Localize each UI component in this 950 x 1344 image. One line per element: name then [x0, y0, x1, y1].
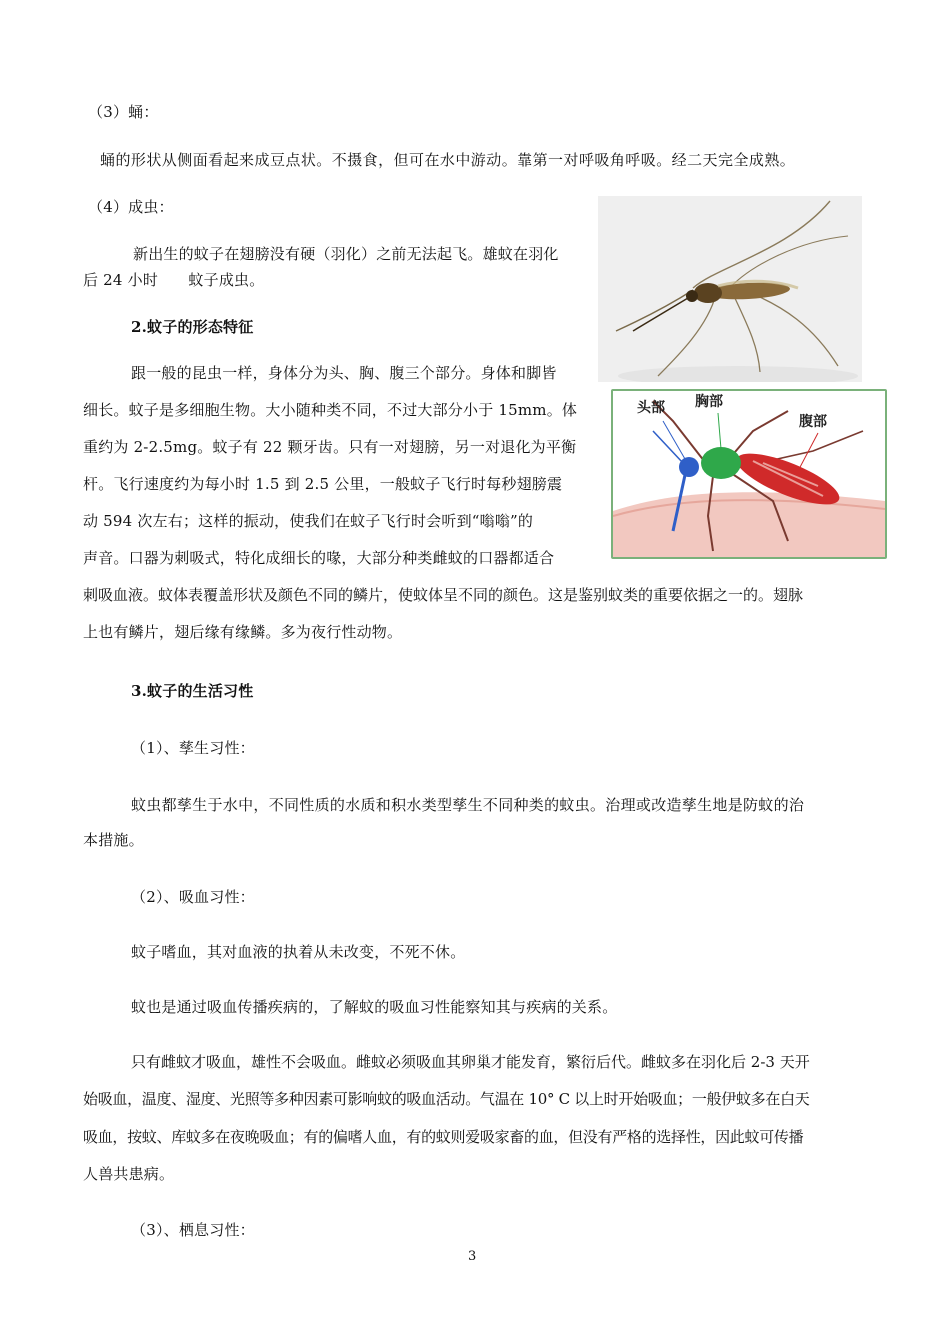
mosquito-photo — [598, 196, 862, 382]
morphology-heading: 2.蚊子的形态特征 — [131, 318, 254, 336]
page-number: 3 — [468, 1249, 477, 1264]
breeding-text-line: 蚊虫都孳生于水中，不同性质的水质和积水类型孳生不同种类的蚊虫。治理或改造孳生地是防蚊的治 — [131, 796, 805, 814]
morphology-line: 杆。飞行速度约为每小时 1.5 到 2.5 公里，一般蚊子飞行时每秒翅膀震 — [83, 475, 563, 493]
blood-paragraph: 蚊子嗜血，其对血液的执着从未改变，不死不休。 — [131, 943, 466, 961]
breeding-text-line: 本措施。 — [83, 831, 144, 849]
morphology-line: 细长。蚊子是多细胞生物。大小随种类不同，不过大部分小于 15mm。体 — [83, 401, 578, 419]
blood-heading: （2）、吸血习性： — [131, 888, 255, 906]
pupa-heading: （3）蛹： — [88, 103, 159, 121]
breeding-heading: （1）、孳生习性： — [131, 739, 255, 757]
morphology-line: 声音。口器为刺吸式，特化成细长的喙，大部分种类雌蚊的口器都适合 — [83, 549, 555, 567]
blood-paragraph-line: 只有雌蚊才吸血，雄性不会吸血。雌蚊必须吸血其卵巢才能发育，繁衍后代。雌蚊多在羽化后 2-3 天开 — [131, 1053, 810, 1071]
mosquito-anatomy-diagram — [611, 389, 887, 559]
resting-heading: （3）、栖息习性： — [131, 1221, 255, 1239]
label-abdomen: 腹部 — [799, 414, 827, 430]
label-head: 头部 — [637, 400, 665, 416]
morphology-line: 重约为 2-2.5mg。蚊子有 22 颗牙齿。只有一对翅膀，另一对退化为平衡 — [83, 438, 577, 456]
blood-paragraph-line: 吸血，按蚊、库蚊多在夜晚吸血；有的偏嗜人血，有的蚊则爱吸家畜的血，但没有严格的选择性，因此蚊可传播 — [83, 1128, 804, 1146]
blood-paragraph-line: 人兽共患病。 — [83, 1165, 175, 1183]
morphology-line: 上也有鳞片，翅后缘有缘鳞。多为夜行性动物。 — [83, 623, 403, 641]
pupa-text: 蛹的形状从侧面看起来成豆点状。不摄食，但可在水中游动。靠第一对呼吸角呼吸。经二天完全成熟。 — [100, 151, 796, 169]
habits-heading: 3.蚊子的生活习性 — [131, 682, 254, 700]
adult-text-line: 新出生的蚊子在翅膀没有硬（羽化）之前无法起飞。雄蚊在羽化 — [133, 245, 559, 263]
blood-paragraph-line: 始吸血，温度、湿度、光照等多种因素可影响蚊的吸血活动。气温在 10° C 以上时开始吸血；一般伊蚊多在白天 — [83, 1090, 810, 1108]
adult-text-line: 后 24 小时 蚊子成虫。 — [83, 271, 265, 289]
morphology-line: 刺吸血液。蚊体表覆盖形状及颜色不同的鳞片，使蚊体呈不同的颜色。这是鉴别蚊类的重要依据之一的。翅脉 — [83, 586, 804, 604]
label-thorax: 胸部 — [695, 394, 723, 410]
morphology-line: 跟一般的昆虫一样，身体分为头、胸、腹三个部分。身体和脚皆 — [131, 364, 557, 382]
morphology-line: 动 594 次左右；这样的振动，使我们在蚊子飞行时会听到“嗡嗡”的 — [83, 512, 534, 530]
adult-heading: （4）成虫： — [88, 198, 174, 216]
blood-paragraph: 蚊也是通过吸血传播疾病的，了解蚊的吸血习性能察知其与疾病的关系。 — [131, 998, 618, 1016]
